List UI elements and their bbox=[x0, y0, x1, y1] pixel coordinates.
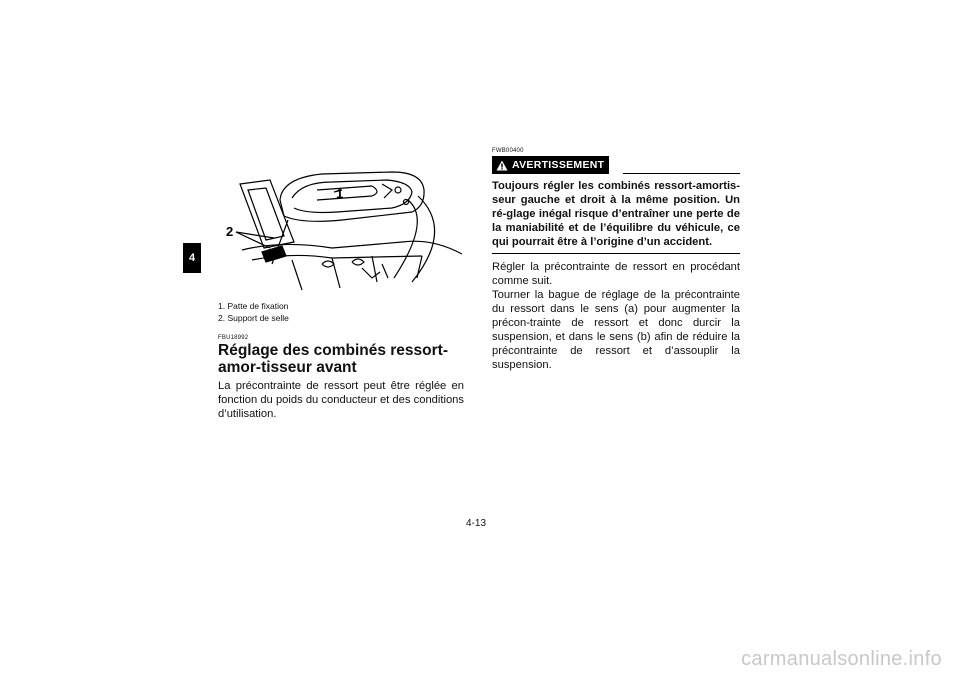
chapter-tab: 4 bbox=[183, 243, 201, 273]
warning-triangle-icon bbox=[496, 160, 508, 171]
left-column bbox=[218, 335, 464, 421]
instruction-1: Régler la précontrainte de ressort en procédant comme suit. bbox=[492, 261, 740, 287]
figure-captions bbox=[218, 300, 289, 324]
seat-drawing bbox=[222, 160, 468, 300]
warning-label: AVERTISSEMENT bbox=[512, 159, 605, 171]
callout-2: 2 bbox=[226, 224, 234, 239]
callout-1: 1 bbox=[336, 186, 344, 201]
warning-rule bbox=[623, 173, 740, 174]
caption-1: 1. Patte de fixation bbox=[218, 301, 289, 311]
right-column bbox=[492, 148, 740, 372]
page-number: 4-13 bbox=[466, 518, 487, 529]
warning-text: Toujours régler les combinés ressort-amortis-seur gauche et droit à la même position. Un ré-glage inégal risque d’entraîner une perte de la maniabilité et de l’équilibre du véhicule, ce qui pourrait être à l’origine d’un accident. bbox=[492, 179, 740, 254]
section-title: Réglage des combinés ressort-amor-tisseur avant bbox=[218, 342, 448, 376]
seat-illustration bbox=[222, 160, 468, 300]
warning-header bbox=[492, 156, 740, 174]
instruction-2: Tourner la bague de réglage de la précontrainte du ressort dans le sens (a) pour augmenter la précon-trainte de ressort et donc durcir la suspension, et dans le sens (b) afin de réduire la précontrainte de ressort et d’assouplir la suspension. bbox=[492, 289, 740, 371]
watermark: carmanualsonline.info bbox=[741, 648, 942, 670]
section-body: La précontrainte de ressort peut être réglée en fonction du poids du conducteur et des conditions d’utilisation. bbox=[218, 380, 464, 420]
warning-badge bbox=[492, 156, 609, 174]
section-code: FBU18992 bbox=[218, 335, 249, 341]
warning-code: FWB00400 bbox=[492, 148, 524, 154]
caption-2: 2. Support de selle bbox=[218, 313, 289, 323]
